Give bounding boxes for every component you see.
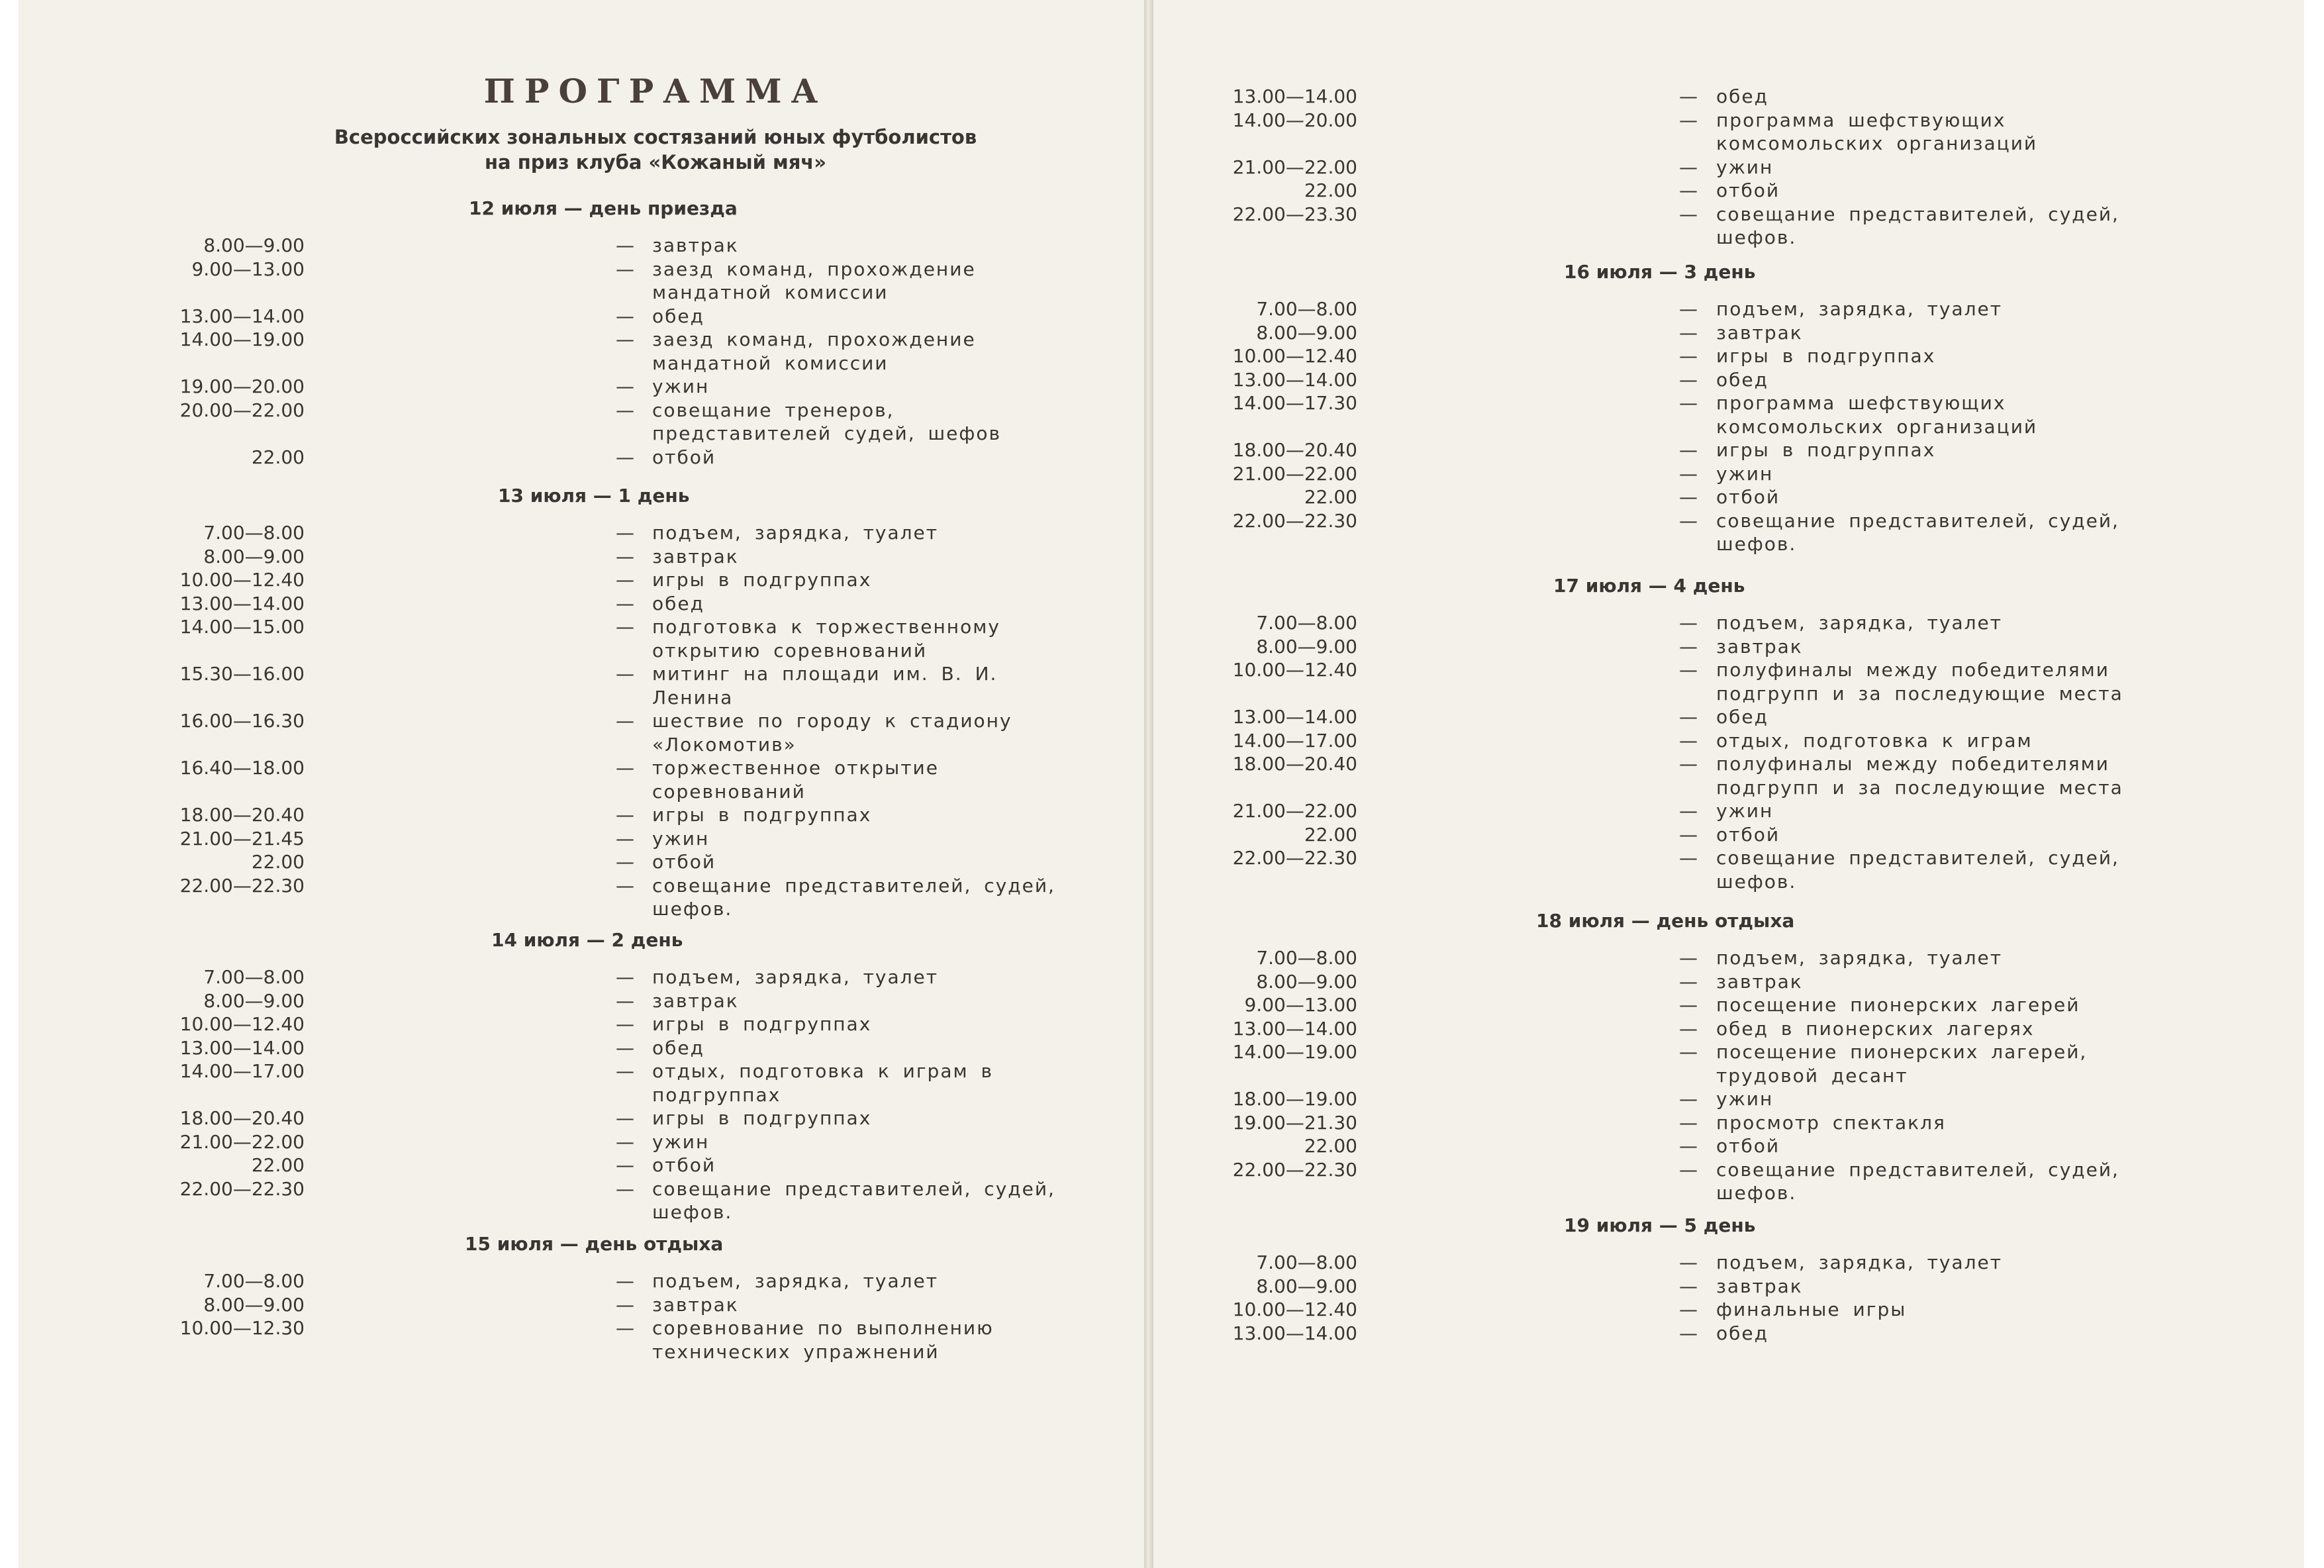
schedule-row (0, 1293, 1152, 1317)
schedule-time: 7.00—8.00 (203, 1270, 305, 1292)
schedule-activity: завтрак (652, 234, 739, 256)
schedule-time: 22.00 (1304, 1135, 1357, 1157)
schedule-row (1153, 1275, 2305, 1298)
schedule-time: 21.00—21.45 (179, 827, 305, 850)
schedule-row (1153, 85, 2305, 109)
schedule-time: 21.00—22.00 (1232, 156, 1357, 178)
schedule-row (1153, 297, 2305, 321)
schedule-activity: игры в подгруппах (652, 1013, 872, 1035)
schedule-time: 8.00—9.00 (1256, 635, 1357, 658)
day-header: 13 июля — 1 день (498, 485, 690, 507)
schedule-row (1153, 1251, 2305, 1275)
schedule-time: 7.00—8.00 (203, 966, 305, 988)
schedule-row (1153, 1158, 2305, 1205)
schedule-activity: обед (1716, 368, 1768, 391)
day-header: 19 июля — 5 день (1564, 1214, 1756, 1236)
dash-marker: — (616, 258, 634, 280)
schedule-time: 18.00—20.40 (1232, 753, 1357, 775)
dash-marker: — (1679, 659, 1698, 681)
dash-marker: — (616, 399, 634, 421)
schedule-activity: ужин (652, 827, 710, 850)
schedule-time: 14.00—17.00 (1232, 729, 1357, 752)
schedule-time: 13.00—14.00 (1232, 85, 1357, 107)
dash-marker: — (1679, 970, 1698, 993)
dash-marker: — (1679, 947, 1698, 969)
schedule-time: 18.00—20.40 (1232, 439, 1357, 461)
schedule-time: 7.00—8.00 (1256, 947, 1357, 969)
schedule-rows (0, 1269, 1152, 1363)
dash-marker: — (1679, 439, 1698, 461)
dash-marker: — (1679, 1135, 1698, 1157)
schedule-time: 22.00—22.30 (179, 1177, 305, 1200)
dash-marker: — (616, 1130, 634, 1153)
dash-marker: — (616, 989, 634, 1012)
schedule-row (1153, 799, 2305, 823)
schedule-time: 22.00—22.30 (1232, 509, 1357, 532)
schedule-row (1153, 846, 2305, 893)
schedule-activity: заезд команд, прохождение мандатной комиссии (652, 328, 976, 374)
schedule-rows (1153, 611, 2305, 893)
day-block (1153, 85, 2305, 250)
schedule-rows (0, 965, 1152, 1224)
dash-marker: — (616, 1317, 634, 1339)
schedule-row (0, 446, 1152, 469)
day-header: 14 июля — 2 день (491, 929, 683, 951)
schedule-time: 13.00—14.00 (179, 1036, 305, 1059)
schedule-time: 19.00—20.00 (179, 375, 305, 397)
schedule-activity: ужин (652, 375, 710, 397)
schedule-activity: программа шефствующих комсомольских организаций (1716, 109, 2038, 154)
schedule-activity: завтрак (1716, 321, 1803, 344)
schedule-row (0, 1130, 1152, 1154)
dash-marker: — (1679, 1251, 1698, 1273)
schedule-activity: финальные игры (1716, 1298, 1907, 1320)
schedule-activity: подготовка к торжественному открытию соревнований (652, 616, 1000, 662)
schedule-activity: совещание представителей, судей, шефов. (652, 874, 1055, 920)
schedule-row (1153, 462, 2305, 486)
schedule-time: 22.00 (1304, 823, 1357, 846)
schedule-activity: обед (1716, 1322, 1768, 1344)
day-header: 17 июля — 4 день (1553, 575, 1745, 597)
dash-marker: — (1679, 1158, 1698, 1181)
schedule-time: 10.00—12.40 (1232, 659, 1357, 681)
schedule-activity: совещание тренеров, представителей судей, шефов (652, 399, 1001, 444)
schedule-row (1153, 179, 2305, 203)
dash-marker: — (1679, 462, 1698, 485)
schedule-row (0, 258, 1152, 305)
schedule-time: 22.00—22.30 (1232, 847, 1357, 869)
schedule-row (0, 234, 1152, 258)
schedule-row (1153, 752, 2305, 799)
dash-marker: — (616, 234, 634, 256)
schedule-row (0, 850, 1152, 874)
schedule-activity: завтрак (1716, 635, 1803, 658)
dash-marker: — (616, 375, 634, 397)
schedule-row (0, 965, 1152, 989)
day-block (0, 485, 1152, 921)
schedule-time: 14.00—17.00 (179, 1060, 305, 1082)
schedule-time: 10.00—12.40 (1232, 1298, 1357, 1320)
dash-marker: — (1679, 1298, 1698, 1320)
day-block (1153, 910, 2305, 1205)
schedule-time: 20.00—22.00 (179, 399, 305, 421)
document-subtitle-line-1: Всероссийских зональных состязаний юных футболистов (334, 126, 977, 148)
schedule-activity: отбой (652, 1154, 716, 1176)
schedule-time: 13.00—14.00 (179, 592, 305, 614)
schedule-time: 16.00—16.30 (179, 710, 305, 732)
schedule-activity: торжественное открытие соревнований (652, 757, 939, 803)
schedule-time: 14.00—19.00 (1232, 1041, 1357, 1063)
schedule-row (1153, 509, 2305, 556)
schedule-activity: посещение пионерских лагерей, трудовой десант (1716, 1041, 2088, 1087)
schedule-row (1153, 109, 2305, 156)
schedule-activity: совещание представителей, судей, шефов. (1716, 509, 2119, 555)
schedule-row (0, 1269, 1152, 1293)
dash-marker: — (1679, 1088, 1698, 1110)
schedule-row (0, 709, 1152, 756)
schedule-time: 22.00—22.30 (1232, 1158, 1357, 1181)
schedule-time: 13.00—14.00 (1232, 706, 1357, 728)
schedule-row (1153, 1134, 2305, 1158)
schedule-activity: завтрак (652, 1293, 739, 1316)
schedule-time: 16.40—18.00 (179, 757, 305, 779)
schedule-row (1153, 970, 2305, 994)
dash-marker: — (1679, 85, 1698, 107)
document-title: ПРОГРАММА (483, 72, 828, 111)
schedule-time: 13.00—14.00 (1232, 1017, 1357, 1040)
schedule-time: 14.00—19.00 (179, 328, 305, 350)
schedule-row (0, 827, 1152, 851)
schedule-rows (1153, 297, 2305, 556)
schedule-time: 21.00—22.00 (1232, 462, 1357, 485)
schedule-rows (1153, 1251, 2305, 1345)
dash-marker: — (1679, 994, 1698, 1016)
dash-marker: — (1679, 823, 1698, 846)
schedule-time: 22.00 (251, 1154, 305, 1176)
schedule-time: 15.30—16.00 (179, 663, 305, 685)
schedule-time: 14.00—20.00 (1232, 109, 1357, 131)
schedule-activity: отбой (1716, 1135, 1780, 1157)
dash-marker: — (1679, 321, 1698, 344)
schedule-row (0, 756, 1152, 803)
schedule-activity: отдых, подготовка к играм (1716, 729, 2033, 752)
schedule-row (1153, 1322, 2305, 1346)
schedule-time: 21.00—22.00 (1232, 800, 1357, 822)
schedule-activity: заезд команд, прохождение мандатной комиссии (652, 258, 976, 303)
schedule-activity: полуфиналы между победителями подгрупп и за последующие места (1716, 659, 2123, 705)
schedule-row (0, 305, 1152, 328)
dash-marker: — (616, 592, 634, 614)
dash-marker: — (1679, 1041, 1698, 1063)
schedule-time: 13.00—14.00 (1232, 368, 1357, 391)
day-header: 12 июля — день приезда (469, 197, 738, 219)
schedule-time: 18.00—19.00 (1232, 1088, 1357, 1110)
schedule-time: 10.00—12.40 (179, 569, 305, 591)
dash-marker: — (1679, 1275, 1698, 1297)
schedule-row (1153, 705, 2305, 729)
dash-marker: — (1679, 635, 1698, 658)
schedule-activity: обед (1716, 85, 1768, 107)
dash-marker: — (616, 1270, 634, 1292)
schedule-activity: ужин (1716, 1088, 1774, 1110)
day-header: 16 июля — 3 день (1564, 261, 1756, 283)
dash-marker: — (1679, 392, 1698, 414)
schedule-activity: ужин (1716, 156, 1774, 178)
schedule-activity: совещание представителей, судей, шефов. (652, 1177, 1055, 1223)
schedule-time: 8.00—9.00 (203, 1293, 305, 1316)
schedule-activity: посещение пионерских лагерей (1716, 994, 2080, 1016)
dash-marker: — (1679, 706, 1698, 728)
schedule-time: 10.00—12.40 (1232, 345, 1357, 367)
dash-marker: — (616, 966, 634, 988)
schedule-time: 21.00—22.00 (179, 1130, 305, 1153)
schedule-time: 14.00—15.00 (179, 616, 305, 638)
dash-marker: — (616, 1107, 634, 1129)
dash-marker: — (616, 305, 634, 327)
dash-marker: — (616, 569, 634, 591)
schedule-row (1153, 156, 2305, 179)
day-block (0, 1233, 1152, 1363)
dash-marker: — (616, 804, 634, 826)
dash-marker: — (1679, 156, 1698, 178)
schedule-time: 8.00—9.00 (1256, 1275, 1357, 1297)
schedule-rows (0, 234, 1152, 469)
schedule-activity: отбой (652, 446, 716, 468)
schedule-time: 19.00—21.30 (1232, 1111, 1357, 1134)
dash-marker: — (616, 1177, 634, 1200)
dash-marker: — (616, 663, 634, 685)
schedule-row (1153, 485, 2305, 509)
schedule-time: 22.00 (251, 851, 305, 873)
schedule-activity: отбой (652, 851, 716, 873)
schedule-activity: игры в подгруппах (652, 569, 872, 591)
schedule-activity: ужин (1716, 462, 1774, 485)
schedule-activity: подъем, зарядка, туалет (652, 966, 939, 988)
schedule-row (0, 1316, 1152, 1363)
schedule-row (0, 989, 1152, 1013)
schedule-row (0, 545, 1152, 569)
schedule-activity: подъем, зарядка, туалет (1716, 1251, 2003, 1273)
schedule-activity: обед (652, 305, 704, 327)
schedule-time: 8.00—9.00 (1256, 970, 1357, 993)
schedule-time: 22.00—22.30 (179, 874, 305, 897)
schedule-row (0, 1036, 1152, 1060)
dash-marker: — (1679, 509, 1698, 532)
schedule-time: 9.00—13.00 (191, 258, 305, 280)
schedule-activity: отбой (1716, 823, 1780, 846)
schedule-row (1153, 321, 2305, 345)
schedule-row (1153, 1040, 2305, 1087)
schedule-time: 22.00 (1304, 486, 1357, 508)
schedule-row (0, 375, 1152, 399)
schedule-row (1153, 658, 2305, 705)
schedule-row (0, 1177, 1152, 1224)
schedule-activity: подъем, зарядка, туалет (1716, 612, 2003, 634)
day-block (1153, 575, 2305, 893)
dash-marker: — (1679, 753, 1698, 775)
schedule-activity: игры в подгруппах (1716, 345, 1936, 367)
schedule-activity: ужин (1716, 800, 1774, 822)
schedule-row (1153, 635, 2305, 659)
schedule-row (0, 1059, 1152, 1106)
dash-marker: — (616, 1293, 634, 1316)
schedule-time: 7.00—8.00 (1256, 1251, 1357, 1273)
schedule-time: 9.00—13.00 (1244, 994, 1357, 1016)
schedule-row (0, 1106, 1152, 1130)
schedule-time: 8.00—9.00 (1256, 321, 1357, 344)
schedule-activity: программа шефствующих комсомольских организаций (1716, 392, 2038, 438)
dash-marker: — (616, 616, 634, 638)
schedule-row (1153, 1298, 2305, 1322)
schedule-activity: завтрак (1716, 1275, 1803, 1297)
schedule-activity: совещание представителей, судей, шефов. (1716, 1158, 2119, 1204)
schedule-row (1153, 1111, 2305, 1135)
dash-marker: — (616, 1154, 634, 1176)
schedule-activity: шествие по городу к стадиону «Локомотив» (652, 710, 1012, 756)
schedule-row (1153, 993, 2305, 1017)
schedule-time: 13.00—14.00 (179, 305, 305, 327)
dash-marker: — (1679, 368, 1698, 391)
schedule-activity: игры в подгруппах (652, 1107, 872, 1129)
schedule-row (0, 592, 1152, 616)
schedule-activity: отбой (1716, 179, 1780, 201)
dash-marker: — (1679, 486, 1698, 508)
schedule-row (0, 399, 1152, 446)
schedule-activity: совещание представителей, судей, шефов. (1716, 847, 2119, 893)
schedule-row (1153, 368, 2305, 392)
schedule-time: 14.00—17.30 (1232, 392, 1357, 414)
day-block (0, 929, 1152, 1224)
schedule-activity: завтрак (652, 989, 739, 1012)
schedule-row (1153, 391, 2305, 438)
schedule-activity: подъем, зарядка, туалет (652, 1270, 939, 1292)
dash-marker: — (616, 710, 634, 732)
dash-marker: — (616, 1060, 634, 1082)
schedule-row (1153, 946, 2305, 970)
schedule-time: 22.00 (251, 446, 305, 468)
dash-marker: — (1679, 729, 1698, 752)
schedule-row (0, 328, 1152, 375)
schedule-row (0, 1012, 1152, 1036)
schedule-activity: подъем, зарядка, туалет (1716, 298, 2003, 320)
dash-marker: — (1679, 109, 1698, 131)
schedule-activity: обед (652, 592, 704, 614)
schedule-time: 22.00 (1304, 179, 1357, 201)
schedule-time: 18.00—20.40 (179, 1107, 305, 1129)
schedule-rows (1153, 946, 2305, 1205)
schedule-time: 7.00—8.00 (1256, 612, 1357, 634)
schedule-time: 8.00—9.00 (203, 989, 305, 1012)
schedule-activity: просмотр спектакля (1716, 1111, 1946, 1134)
schedule-activity: подъем, зарядка, туалет (1716, 947, 2003, 969)
dash-marker: — (616, 827, 634, 850)
schedule-activity: совещание представителей, судей, шефов. (1716, 203, 2119, 248)
dash-marker: — (1679, 1111, 1698, 1134)
dash-marker: — (616, 328, 634, 350)
schedule-time: 8.00—9.00 (203, 545, 305, 567)
schedule-activity: игры в подгруппах (652, 804, 872, 826)
day-header: 18 июля — день отдыха (1536, 910, 1795, 932)
schedule-row (0, 803, 1152, 827)
schedule-time: 7.00—8.00 (1256, 298, 1357, 320)
day-block (0, 197, 1152, 469)
schedule-rows (1153, 85, 2305, 250)
schedule-time: 22.00—23.30 (1232, 203, 1357, 225)
schedule-row (1153, 344, 2305, 368)
schedule-row (1153, 1017, 2305, 1041)
schedule-activity: обед (652, 1036, 704, 1059)
dash-marker: — (616, 851, 634, 873)
schedule-row (1153, 1087, 2305, 1111)
schedule-row (1153, 729, 2305, 753)
dash-marker: — (616, 545, 634, 567)
schedule-row (0, 662, 1152, 709)
dash-marker: — (616, 757, 634, 779)
schedule-activity: завтрак (652, 545, 739, 567)
dash-marker: — (616, 874, 634, 897)
dash-marker: — (1679, 1322, 1698, 1344)
schedule-activity: обед (1716, 706, 1768, 728)
schedule-time: 13.00—14.00 (1232, 1322, 1357, 1344)
dash-marker: — (616, 446, 634, 468)
dash-marker: — (1679, 800, 1698, 822)
dash-marker: — (616, 522, 634, 544)
schedule-activity: подъем, зарядка, туалет (652, 522, 939, 544)
schedule-row (0, 1153, 1152, 1177)
schedule-time: 7.00—8.00 (203, 522, 305, 544)
schedule-activity: полуфиналы между победителями подгрупп и за последующие места (1716, 753, 2123, 799)
schedule-time: 10.00—12.40 (179, 1013, 305, 1035)
schedule-row (1153, 203, 2305, 250)
schedule-activity: завтрак (1716, 970, 1803, 993)
schedule-row (0, 615, 1152, 662)
dash-marker: — (1679, 612, 1698, 634)
schedule-activity: отдых, подготовка к играм в подгруппах (652, 1060, 994, 1106)
dash-marker: — (616, 1036, 634, 1059)
schedule-row (0, 521, 1152, 545)
dash-marker: — (1679, 847, 1698, 869)
dash-marker: — (1679, 179, 1698, 201)
schedule-activity: обед в пионерских лагерях (1716, 1017, 2035, 1040)
schedule-time: 18.00—20.40 (179, 804, 305, 826)
schedule-activity: ужин (652, 1130, 710, 1153)
schedule-time: 10.00—12.30 (179, 1317, 305, 1339)
schedule-row (1153, 823, 2305, 847)
day-header: 15 июля — день отдыха (465, 1233, 724, 1255)
schedule-activity: отбой (1716, 486, 1780, 508)
schedule-time: 8.00—9.00 (203, 234, 305, 256)
schedule-row (0, 874, 1152, 921)
dash-marker: — (1679, 345, 1698, 367)
day-block (1153, 261, 2305, 556)
dash-marker: — (1679, 298, 1698, 320)
schedule-row (0, 568, 1152, 592)
schedule-row (1153, 438, 2305, 462)
schedule-rows (0, 521, 1152, 921)
dash-marker: — (616, 1013, 634, 1035)
document-subtitle-line-2: на приз клуба «Кожаный мяч» (485, 151, 826, 173)
dash-marker: — (1679, 203, 1698, 225)
dash-marker: — (1679, 1017, 1698, 1040)
schedule-activity: соревнование по выполнению технических упражнений (652, 1317, 994, 1363)
schedule-row (1153, 611, 2305, 635)
schedule-activity: митинг на площади им. В. И. Ленина (652, 663, 998, 709)
day-block (1153, 1214, 2305, 1345)
schedule-activity: игры в подгруппах (1716, 439, 1936, 461)
